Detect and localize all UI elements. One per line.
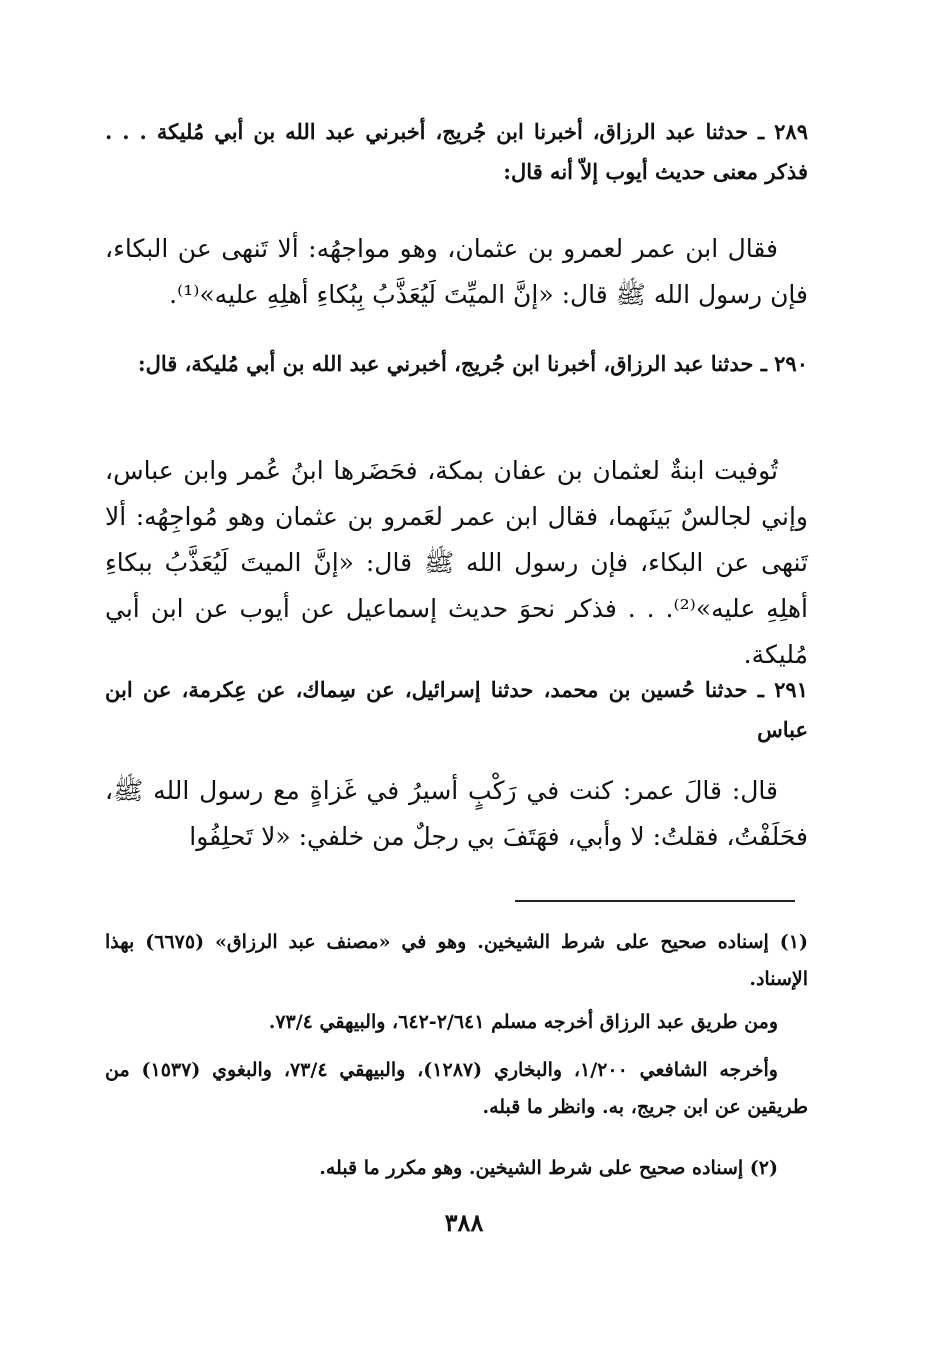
hadith-290-isnad: ٢٩٠ ـ حدثنا عبد الرزاق، أخبرنا ابن جُريج، أخبرني عبد الله بن أبي مُليكة، قال:	[137, 351, 808, 376]
footnote-1-b: ومن طريق عبد الرزاق أخرجه مسلم ٢/٦٤١-٦٤٢، والبيهقي ٧٣/٤.	[268, 1011, 778, 1033]
footnote-1-a: (١) إسناده صحيح على شرط الشيخين. وهو في «مصنف عبد الرزاق» (٦٦٧٥) بهذا الإسناد.	[105, 931, 808, 990]
footnote-2: (٢) إسناده صحيح على شرط الشيخين. وهو مكرر ما قبله.	[319, 1157, 778, 1179]
hadith-289-isnad: ٢٨٩ ـ حدثنا عبد الرزاق، أخبرنا ابن جُريج، أخبرني عبد الله بن أبي مُليكة . . . فذكر معنى حديث أيوب إلاّ أنه قال:	[105, 119, 808, 184]
hadith-291-isnad: ٢٩١ ـ حدثنا حُسين بن محمد، حدثنا إسرائيل، عن سِماك، عن عِكرمة، عن ابن عباس	[105, 677, 808, 742]
hadith-291-matn: قال: قالَ عمر: كنت في رَكْبٍ أسيرُ في غَزاةٍ مع رسول الله ﷺ، فحَلَفْتُ، فقلتُ: لا وأبي، فهَتَفَ بي رجلٌ من خلفي: «لا تَحلِفُوا	[105, 776, 808, 851]
footnote-1-c: وأخرجه الشافعي ١/٢٠٠، والبخاري (١٢٨٧)، والبيهقي ٧٣/٤، والبغوي (١٥٣٧) من طريقين عن ابن جريج، به. وانظر ما قبله.	[105, 1059, 808, 1118]
page-number: ٣٨٨	[444, 1208, 484, 1237]
footnote-separator	[515, 900, 795, 902]
hadith-289-matn: فقال ابن عمر لعمرو بن عثمان، وهو مواجهُه: ألا تَنهى عن البكاء، فإن رسول الله ﷺ قال: «إنَّ الميِّتَ لَيُعَذَّبُ بِبُكاءِ أهلِهِ عليه»⁽¹⁾.	[105, 234, 808, 309]
hadith-290-matn: تُوفيت ابنةٌ لعثمان بن عفان بمكة، فحَضَرها ابنُ عُمر وابن عباس، وإني لجالسٌ بَينَهما، فقال ابن عمر لعَمرو بن عثمان وهو مُواجِهُه: ألا تَنهى عن البكاء، فإن رسول الله ﷺ قال: «إنَّ الميتَ لَيُعَذَّبُ ببكاءِ أهلِهِ عليه»⁽²⁾. . . فذكر نحوَ حديث إسماعيل عن أيوب عن ابن أبي مُليكة.	[105, 456, 808, 669]
